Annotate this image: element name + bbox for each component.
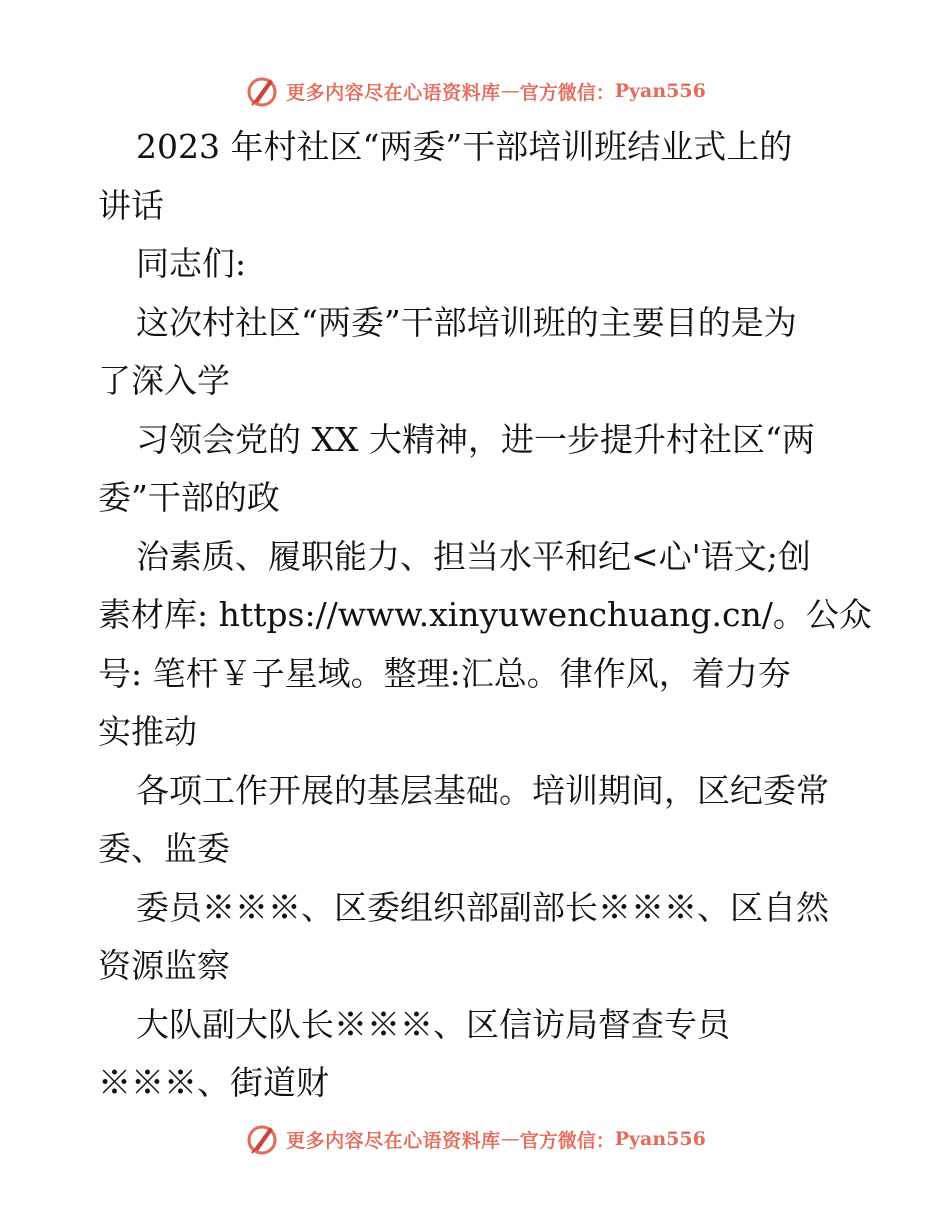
footer-banner [0, 1117, 950, 1161]
banner-separator: — [500, 1128, 520, 1150]
document-line: 素材库: https://www.xinyuwenchuang.cn/。公众 [98, 595, 872, 634]
document-line: ※※※、街道财 [98, 1063, 329, 1102]
document-line: 大队副大队长※※※、区信访局督查专员 [136, 1004, 730, 1044]
banner-wechat-id: Pyan556 [614, 80, 706, 102]
document-line: 讲话 [98, 185, 164, 225]
document-line: 实推动 [98, 712, 197, 751]
banner-wechat-label: 官方微信： [519, 1129, 615, 1152]
document-line: 各项工作开展的基层基础。培训期间，区纪委常 [136, 770, 829, 810]
banner-wechat-label: 官方微信： [519, 81, 615, 104]
document-line: 了深入学 [98, 361, 230, 400]
document-line: 同志们: [136, 244, 247, 283]
document-line: 习领会党的 XX 大精神，进一步提升村社区“两 [136, 419, 815, 459]
document-line: 委员※※※、区委组织部副部长※※※、区自然 [136, 887, 829, 927]
document-line: 号: 笔杆￥子星域。整理:汇总。律作风，着力夯 [98, 653, 791, 693]
banner-separator: — [500, 80, 520, 102]
header-banner [0, 69, 950, 113]
document-line: 治素质、履职能力、担当水平和纪<心'语文;创 [136, 536, 811, 576]
quill-pen-logo-icon [244, 73, 280, 109]
document-line: 委、监委 [98, 829, 230, 868]
document-line: 2023 年村社区“两委”干部培训班结业式上的 [136, 127, 793, 166]
document-line: 资源监察 [98, 946, 230, 985]
banner-wechat-id: Pyan556 [614, 1128, 706, 1150]
banner-brand-text: 更多内容尽在心语资料库 [286, 81, 501, 104]
document-line: 委”干部的政 [98, 478, 280, 517]
banner-brand-text: 更多内容尽在心语资料库 [286, 1129, 501, 1152]
document-body [98, 118, 872, 1113]
quill-pen-logo-icon [244, 1121, 280, 1157]
document-line: 这次村社区“两委”干部培训班的主要目的是为 [136, 302, 797, 342]
